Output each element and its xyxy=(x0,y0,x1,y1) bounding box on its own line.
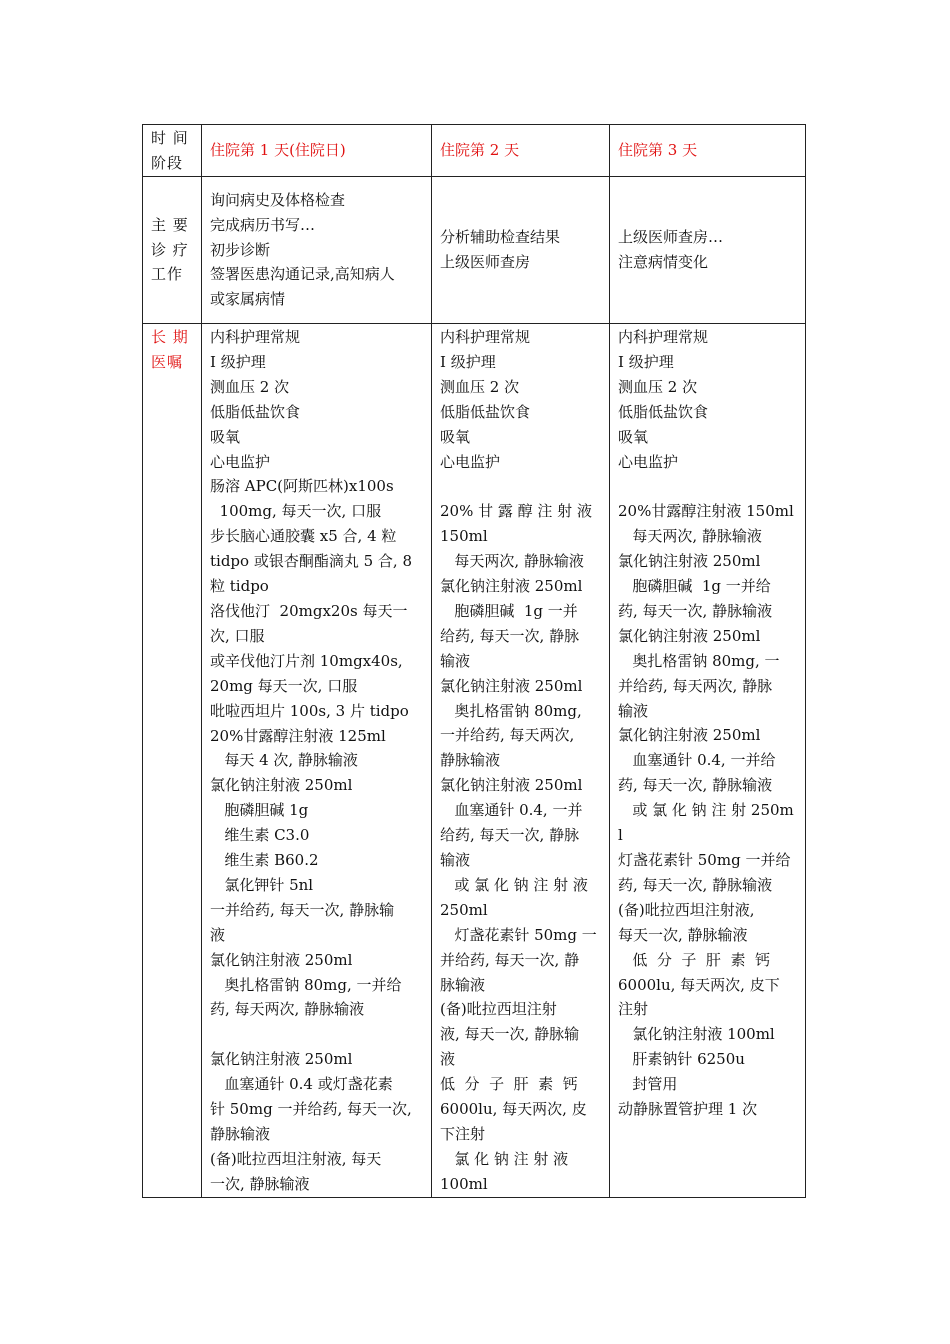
stage-label-line: 阶段 xyxy=(151,154,184,172)
orders-day1-line: 维生素 B60.2 xyxy=(210,851,319,870)
orders-day3-line: 内科护理常规 xyxy=(618,328,709,346)
orders-day2-line: 血塞通针 0.4, 一并 xyxy=(440,801,583,820)
orders-day2-line: 脉输液 xyxy=(440,975,486,994)
orders-day3-line: 动静脉置管护理 1 次 xyxy=(618,1100,758,1119)
main-work-day1-line: 或家属病情 xyxy=(210,290,286,309)
orders-day1-line: 粒 tidpo xyxy=(210,577,269,596)
orders-day1-line xyxy=(210,1022,423,1047)
main-work-day1-line: 签署医患沟通记录,高知病人 xyxy=(210,265,395,284)
orders-day2-line: 吸氧 xyxy=(440,427,471,446)
orders-day1-line: 一次, 静脉输液 xyxy=(210,1174,310,1193)
orders-day3-line: Ⅰ 级护理 xyxy=(618,352,674,371)
orders-day1-line: 血塞通针 0.4 或灯盏花素 xyxy=(210,1075,393,1094)
orders-day1-line: 氯化钠注射液 250ml xyxy=(210,776,353,795)
orders-day2-line: 心电监护 xyxy=(440,452,501,471)
orders-day2-line: 输液 xyxy=(440,851,471,870)
orders-day2-line: 液, 每天一次, 静脉输 xyxy=(440,1025,580,1044)
main-work-day1-line: 初步诊断 xyxy=(210,240,271,259)
orders-day1-line: 胞磷胆碱 1g xyxy=(210,801,309,820)
orders-label-cell-line: 长 期 xyxy=(151,328,189,346)
orders-day2-line: (备)吡拉西坦注射 xyxy=(440,1000,557,1019)
orders-day3-line: 氯化钠注射液 250ml xyxy=(618,552,761,571)
orders-day2-line: 下注射 xyxy=(440,1124,486,1143)
orders-day2-line: 奥扎格雷钠 80mg, xyxy=(440,701,582,720)
orders-day3-line: 6000lu, 每天两次, 皮下 xyxy=(618,975,780,994)
orders-day3-line: 每天一次, 静脉输液 xyxy=(618,925,748,944)
orders-day2-line: 氯化钠注射液 250ml xyxy=(440,676,583,695)
orders-day2-line: 给药, 每天一次, 静脉 xyxy=(440,626,580,645)
orders-day2-line: 低 分 子 肝 素 钙 xyxy=(440,1075,578,1094)
orders-day1-line: 药, 每天两次, 静脉输液 xyxy=(210,1000,365,1019)
orders-day1-line: 20%甘露醇注射液 125ml xyxy=(210,726,386,745)
orders-day3-line: 或 氯 化 钠 注 射 250ml xyxy=(618,801,794,845)
main-work-day1-line: 询问病史及体格检查 xyxy=(210,190,346,209)
orders-day1-line: 测血压 2 次 xyxy=(210,377,290,396)
orders-day1-line: 或辛伐他汀片剂 10mgx40s, xyxy=(210,651,403,670)
orders-day3-line: 输液 xyxy=(618,701,649,720)
orders-day3-line: 药, 每天一次, 静脉输液 xyxy=(618,776,773,795)
main-work-day3 xyxy=(610,177,806,324)
orders-day3-line: 血塞通针 0.4, 一并给 xyxy=(618,751,776,770)
orders-day1-line: 20mg 每天一次, 口服 xyxy=(210,676,358,695)
orders-day1-line: 心电监护 xyxy=(210,452,271,471)
orders-day2-line: 内科护理常规 xyxy=(440,328,531,346)
main-work-day1-line: 完成病历书写… xyxy=(210,215,316,234)
orders-day1-line: 吡啦西坦片 100s, 3 片 tidpo xyxy=(210,701,409,720)
main-work-day2-line: 上级医师查房 xyxy=(440,253,531,271)
orders-day2-line: 液 xyxy=(440,1050,456,1069)
main-work-day3-line: 注意病情变化 xyxy=(618,253,709,271)
orders-day3-line: 心电监护 xyxy=(618,452,679,471)
orders-day2-line: 低脂低盐饮食 xyxy=(440,402,531,421)
orders-day3-line: 20%甘露醇注射液 150ml xyxy=(618,502,794,521)
orders-day1-line: 吸氧 xyxy=(210,427,241,446)
orders-day1-line: 液 xyxy=(210,925,226,944)
main-work-day1 xyxy=(202,177,432,324)
orders-label-cell xyxy=(143,324,202,1198)
orders-day1-line: 氯化钾针 5nl xyxy=(210,875,314,894)
orders-day2-line: 氯化钠注射液 250ml xyxy=(440,577,583,596)
main-work-label-cell-line: 诊 疗 xyxy=(151,240,189,259)
orders-day2-line: Ⅰ 级护理 xyxy=(440,352,496,371)
orders-day2 xyxy=(432,324,610,1198)
orders-day2-line: 250ml xyxy=(440,900,488,919)
orders-day2-line: 6000lu, 每天两次, 皮 xyxy=(440,1100,587,1119)
header-day3: 住院第 3 天 xyxy=(610,125,806,177)
orders-day2-line: 胞磷胆碱 1g 一并 xyxy=(440,601,578,620)
header-row xyxy=(143,125,806,177)
orders-day2-line: 并给药, 每天一次, 静 xyxy=(440,950,580,969)
orders-day3-line: 药, 每天一次, 静脉输液 xyxy=(618,601,773,620)
stage-label-line: 时 间 xyxy=(151,129,189,148)
main-work-label-cell xyxy=(143,177,202,324)
orders-day1-line: tidpo 或银杏酮酯滴丸 5 合, 8 xyxy=(210,552,412,571)
orders-label-cell-line: 医嘱 xyxy=(151,352,184,371)
orders-day2-line: 或 氯 化 钠 注 射 液 xyxy=(440,875,588,894)
orders-day3-line: 封管用 xyxy=(618,1075,678,1094)
main-work-day2 xyxy=(432,177,610,324)
main-work-row xyxy=(143,177,806,324)
main-work-label-cell-line: 主 要 xyxy=(151,215,189,234)
orders-day1-line: 静脉输液 xyxy=(210,1124,271,1143)
orders-day2-line: 灯盏花素针 50mg 一 xyxy=(440,925,597,944)
orders-day3-line: 胞磷胆碱 1g 一并给 xyxy=(618,577,771,596)
header-day1: 住院第 1 天(住院日) xyxy=(202,125,432,177)
orders-day1-line: 氯化钠注射液 250ml xyxy=(210,950,353,969)
orders-day3-line: 氯化钠注射液 100ml xyxy=(618,1025,775,1044)
orders-day1-line: 100mg, 每天一次, 口服 xyxy=(210,502,382,521)
orders-day1-line: 洛伐他汀 20mgx20s 每天一 xyxy=(210,601,408,620)
orders-day1-line: 维生素 C3.0 xyxy=(210,826,310,845)
main-work-day2-line: 分析辅助检查结果 xyxy=(440,228,561,247)
orders-day1-line: 氯化钠注射液 250ml xyxy=(210,1050,353,1069)
orders-day3-line xyxy=(618,474,797,499)
main-work-label-cell-line: 工作 xyxy=(151,265,184,284)
orders-day1-line: 奥扎格雷钠 80mg, 一并给 xyxy=(210,975,402,994)
orders-day2-line: 氯化钠注射液 250ml xyxy=(440,776,583,795)
orders-day2-line: 150ml xyxy=(440,527,488,546)
orders-day1-line: 低脂低盐饮食 xyxy=(210,402,301,421)
orders-day2-line xyxy=(440,474,601,499)
orders-day2-line: 一并给药, 每天两次, xyxy=(440,726,575,745)
orders-day1-line: 一并给药, 每天一次, 静脉输 xyxy=(210,900,395,919)
orders-day3-line: 并给药, 每天两次, 静脉 xyxy=(618,676,773,695)
orders-day3-line: 注射 xyxy=(618,1000,649,1019)
orders-day3-line: 药, 每天一次, 静脉输液 xyxy=(618,875,773,894)
orders-day3-line: 肝素钠针 6250u xyxy=(618,1050,745,1069)
clinical-pathway-table xyxy=(142,124,806,1198)
orders-day2-line: 100ml xyxy=(440,1174,488,1193)
orders-day2-line: 输液 xyxy=(440,651,471,670)
orders-day2-line: 给药, 每天一次, 静脉 xyxy=(440,826,580,845)
orders-day2-line: 测血压 2 次 xyxy=(440,377,520,396)
orders-day2-line: 静脉输液 xyxy=(440,751,501,770)
orders-day3-line: 灯盏花素针 50mg 一并给 xyxy=(618,851,791,870)
orders-day3-line: 奥扎格雷钠 80mg, 一 xyxy=(618,651,780,670)
orders-day3-line: 每天两次, 静脉输液 xyxy=(618,527,762,546)
main-work-day3-line: 上级医师查房… xyxy=(618,228,724,247)
stage-label-cell xyxy=(143,125,202,177)
orders-day3-line: (备)吡拉西坦注射液, xyxy=(618,900,755,919)
orders-day1-line: 步长脑心通胶囊 x5 合, 4 粒 xyxy=(210,527,397,546)
orders-day1-line: 内科护理常规 xyxy=(210,328,301,346)
orders-day3-line: 低脂低盐饮食 xyxy=(618,402,709,421)
orders-day1-line: 针 50mg 一并给药, 每天一次, xyxy=(210,1100,412,1119)
orders-day1 xyxy=(202,324,432,1198)
orders-day1-line: 每天 4 次, 静脉输液 xyxy=(210,751,358,770)
orders-day3-line: 氯化钠注射液 250ml xyxy=(618,726,761,745)
orders-day3-line: 低 分 子 肝 素 钙 xyxy=(618,950,770,969)
orders-day2-line: 每天两次, 静脉输液 xyxy=(440,552,584,571)
orders-day3-line: 测血压 2 次 xyxy=(618,377,698,396)
long-term-orders-row xyxy=(143,324,806,1198)
header-day2: 住院第 2 天 xyxy=(432,125,610,177)
orders-day1-line: 肠溶 APC(阿斯匹林)x100s xyxy=(210,477,394,496)
orders-day1-line: (备)吡拉西坦注射液, 每天 xyxy=(210,1149,382,1168)
orders-day3 xyxy=(610,324,806,1198)
orders-day3-line: 氯化钠注射液 250ml xyxy=(618,626,761,645)
orders-day1-line: Ⅰ 级护理 xyxy=(210,352,266,371)
orders-day2-line: 氯 化 钠 注 射 液 xyxy=(440,1149,569,1168)
orders-day2-line: 20% 甘 露 醇 注 射 液 xyxy=(440,502,592,521)
orders-day3-line: 吸氧 xyxy=(618,427,649,446)
orders-day1-line: 次, 口服 xyxy=(210,626,265,645)
